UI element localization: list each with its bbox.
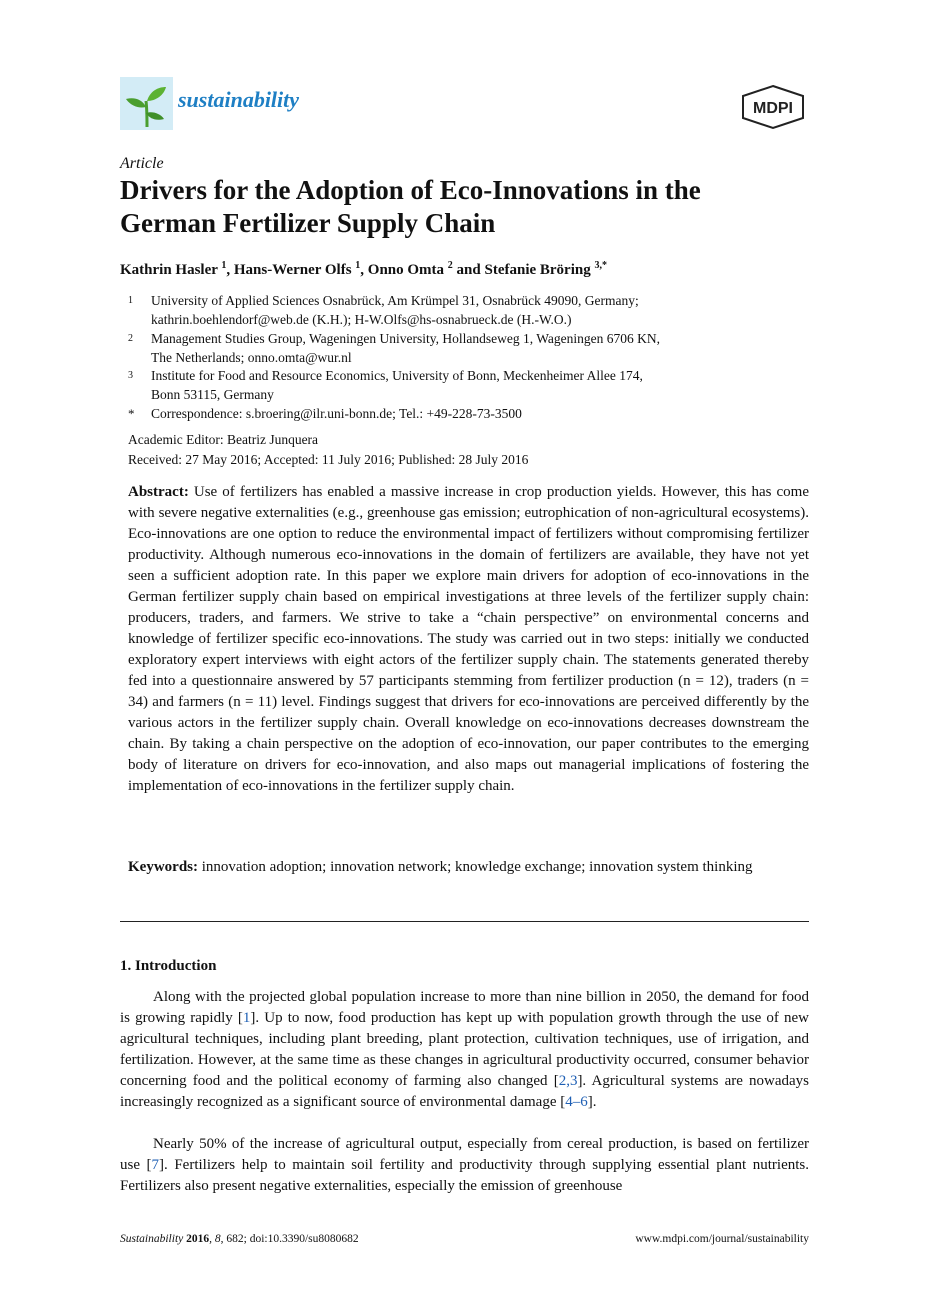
abstract-label: Abstract: [128, 484, 189, 500]
section-heading: 1. Introduction [120, 958, 217, 974]
affiliation-3 [0, 366, 925, 406]
page-title [120, 174, 820, 240]
affiliation-ref: 1 [221, 260, 227, 271]
paragraph-text: ]. Up to now, food production has kept up with population growth through the use of new agricultural techniques, including plant breeding, plant protection, cultivation techniques, use of irrigation, and fertilization. However, at the same time as these changes in agricultural productivity occurred, consumer behavior concerning food and the political economy of farming also changed [ [120, 1010, 809, 1089]
journal-logo [120, 77, 173, 130]
keywords-label: Keywords: [128, 859, 198, 875]
paragraph-text: ]. Fertilizers help to maintain soil fertility and productivity through supplying essential plant nutrients. Fertilizers also present negative externalities, especially the emission of greenhouse [120, 1157, 809, 1194]
citation-link[interactable]: 2,3 [558, 1073, 578, 1089]
paragraph-text: Nearly 50% of the increase of agricultural output, especially from cereal production, is based on fertilizer use [ [120, 1136, 809, 1173]
plant-icon [120, 77, 173, 130]
affiliation-1 [0, 291, 925, 331]
affiliation-number: 3 [128, 370, 133, 381]
divider [120, 921, 809, 922]
author-list [120, 260, 607, 279]
affiliation-text [151, 366, 811, 404]
footer-url[interactable]: www.mdpi.com/journal/sustainability [635, 1233, 809, 1245]
title-line-1: Drivers for the Adoption of Eco-Innovations in the [120, 175, 701, 205]
author-name[interactable]: and Stefanie Bröring [452, 262, 591, 278]
abstract-text: Use of fertilizers has enabled a massive increase in crop production yields. However, this has come with severe negative externalities (e.g., greenhouse gas emission; eutrophication of non-agricultural ecosystems). Eco-innovations are one option to reduce the environmental impact of fertilizers without compromising fertilizer productivity. Although numerous eco-innovations in the domain of fertilizers are available, they have not yet seen a sufficient adoption rate. In this paper we explore main drivers for adoption of eco-innovations in the German fertilizer supply chain based on empirical investigations at three levels of the fertilizer supply chain: producers, traders, and farmers. We strive to take a “chain perspective” on environmental concerns and knowledge of fertilizer specific eco-innovations. The study was carried out in two steps: initially we conducted exploratory expert interviews with eight actors of the fertilizer supply chain. The statements generated thereby fed into a questionnaire answered by 57 participants stemming from fertilizer production (n = 12), traders (n = 34) and farmers (n = 11) level. Findings suggest that drivers for eco-innovations are perceived differently by the various actors in the fertilizer supply chain. Overall knowledge on eco-innovations decreases downstream the chain. By taking a chain perspective on the adoption of eco-innovation, our paper contributes to the emerging body of literature on drivers for eco-innovation, and also maps out managerial implications of fostering the implementation of eco-innovations in the fertilizer supply chain. [128, 484, 809, 794]
svg-text:MDPI: MDPI [753, 100, 793, 117]
author-name[interactable]: , Hans-Werner Olfs [226, 262, 352, 278]
title-line-2: German Fertilizer Supply Chain [120, 208, 496, 238]
paragraph-2 [120, 1134, 809, 1197]
keywords [128, 857, 809, 878]
affiliation-2 [0, 329, 925, 369]
affiliation-line[interactable]: Correspondence: s.broering@ilr.uni-bonn.de; Tel.: +49-228-73-3500 [151, 406, 522, 421]
footer-year: 2016 [183, 1233, 210, 1245]
affiliation-ref: 1 [355, 260, 361, 271]
mdpi-logo[interactable] [737, 84, 809, 130]
publication-dates: Received: 27 May 2016; Accepted: 11 July 2016; Published: 28 July 2016 [128, 452, 529, 467]
correspondence [0, 404, 925, 424]
abstract [128, 482, 809, 797]
affiliation-text [151, 291, 811, 329]
paragraph-text: Along with the projected global population increase to more than nine billion in 2050, the demand for food is growing rapidly [ [120, 989, 809, 1026]
academic-editor: Academic Editor: Beatriz Junquera [128, 432, 319, 447]
paragraph-text: ]. [587, 1094, 597, 1110]
affiliation-number: * [128, 406, 135, 421]
affiliation-email[interactable]: The Netherlands; onno.omta@wur.nl [151, 350, 352, 365]
footer-citation [120, 1233, 359, 1245]
correspondence-text[interactable] [151, 404, 811, 423]
paragraph-text: ]. Agricultural systems are nowadays increasingly recognized as a significant source of environmental damage [ [120, 1073, 809, 1110]
journal-name[interactable]: sustainability [178, 87, 300, 112]
affiliation-number: 2 [128, 333, 133, 344]
author-name[interactable]: Kathrin Hasler [120, 262, 218, 278]
affiliation-line: University of Applied Sciences Osnabrück, Am Krümpel 31, Osnabrück 49090, Germany; [151, 293, 639, 308]
article-type: Article [120, 155, 164, 172]
affiliation-ref: 3,* [594, 260, 607, 271]
affiliation-number: 1 [128, 295, 133, 306]
footer-journal: Sustainability [120, 1233, 184, 1245]
paragraph-1 [120, 987, 809, 1113]
affiliation-line: Institute for Food and Resource Economics, University of Bonn, Meckenheimer Allee 174, [151, 368, 643, 383]
affiliation-email[interactable]: kathrin.boehlendorf@web.de (K.H.); H-W.Olfs@hs-osnabrueck.de (H.-W.O.) [151, 312, 572, 327]
footer-volume: , 8 [209, 1233, 221, 1245]
citation-link[interactable]: 7 [151, 1157, 160, 1173]
citation-link[interactable]: 4–6 [565, 1094, 588, 1110]
author-name[interactable]: , Onno Omta [360, 262, 445, 278]
affiliation-ref: 2 [447, 260, 453, 271]
affiliation-line: Bonn 53115, Germany [151, 387, 274, 402]
footer-doi[interactable]: , 682; doi:10.3390/su8080682 [220, 1233, 359, 1245]
affiliation-text [151, 329, 811, 367]
citation-link[interactable]: 1 [242, 1010, 251, 1026]
keywords-text: innovation adoption; innovation network; knowledge exchange; innovation system thinking [198, 859, 753, 875]
affiliation-line: Management Studies Group, Wageningen University, Hollandseweg 1, Wageningen 6706 KN, [151, 331, 660, 346]
